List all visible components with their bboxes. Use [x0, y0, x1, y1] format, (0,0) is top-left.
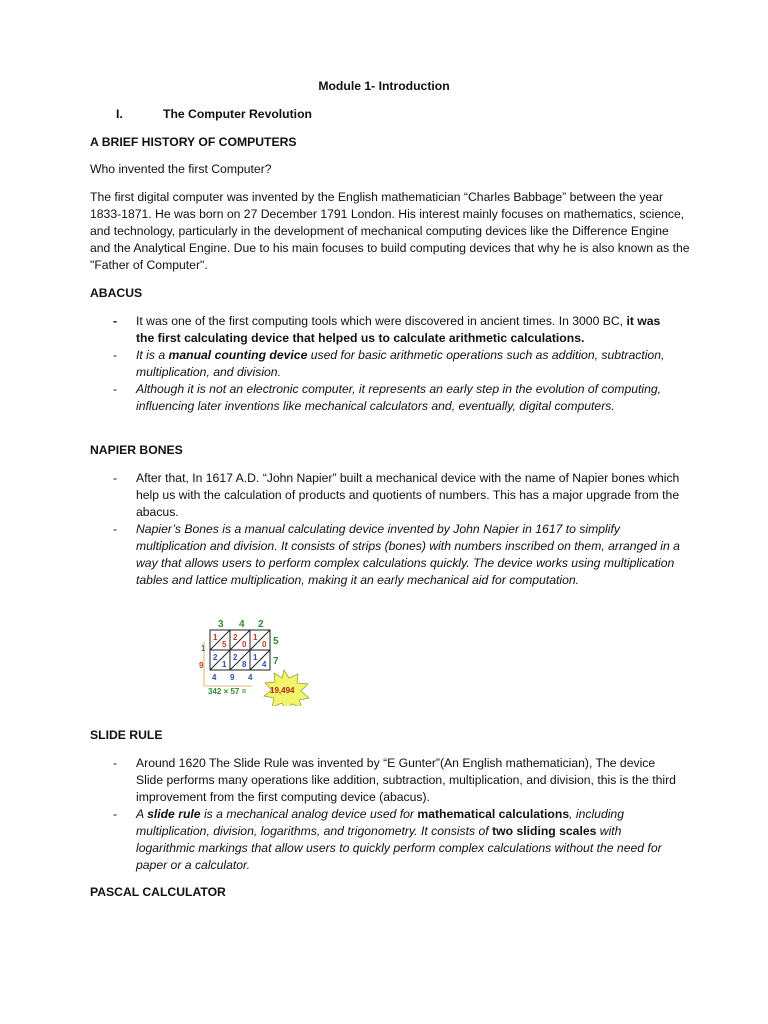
cell-digit: 1: [253, 633, 258, 642]
abacus-list: [0, 313, 768, 415]
slide-b2-bold2: mathematical calculations: [417, 807, 570, 821]
history-heading: A BRIEF HISTORY OF COMPUTERS: [90, 135, 297, 149]
napier-list: [0, 470, 768, 589]
pascal-heading: PASCAL CALCULATOR: [90, 885, 226, 899]
cell-digit: 5: [222, 640, 227, 649]
napier-bones-figure: [186, 616, 314, 706]
module-title: Module 1- Introduction: [318, 79, 450, 93]
intro-paragraph: The first digital computer was invented by the English mathematician “Charles Babbage” between the year 1833-1871. He was born on 27 December 1791 London. His interest mainly focuses on mathematics, science, and technology, particularly in the development of mechanical computing devices like the Difference Engine and the Analytical Engine. Due to his main focuses to build computing devices that why he is also known as the "Father of Computer".: [90, 190, 690, 272]
cell-digit: 1: [213, 633, 218, 642]
abacus-b2-c: used for basic arithmetic operations such as addition, subtraction, multiplication, and division.: [136, 348, 665, 379]
bullet-dash: -: [113, 471, 118, 485]
cell-digit: 2: [233, 633, 238, 642]
abacus-b1-text: It was one of the first computing tools which were discovered in ancient times. In 3000 BC,: [136, 314, 627, 328]
abacus-b1-bold: it was the first calculating device that helped us to calculate arithmetic calculations.: [136, 314, 661, 345]
slide-b2-bold1: slide rule: [147, 807, 201, 821]
list-item: [0, 755, 681, 806]
top-digit: 4: [239, 619, 245, 630]
bullet-dash: -: [113, 314, 118, 328]
top-digit: 3: [218, 619, 224, 630]
equation-text: 342 × 57 =: [208, 687, 247, 696]
abacus-b2-a: It is a: [136, 348, 169, 362]
bullet-dash: -: [113, 807, 118, 821]
bottom-digit: 9: [230, 673, 235, 682]
napier-b1-text: After that, In 1617 A.D. “John Napier” built a mechanical device with the name of Napier bones which help us with the calculation of products and quotients of numbers. This has a major upgrade from the abacus.: [136, 471, 680, 519]
slide-b2-c: is a mechanical analog device used for: [200, 807, 418, 821]
list-item: [0, 347, 681, 381]
question-text: Who invented the first Computer?: [90, 162, 272, 176]
top-digit: 2: [258, 619, 264, 630]
bottom-digit: 4: [248, 673, 253, 682]
list-item: [0, 313, 681, 347]
cell-digit: 1: [222, 660, 227, 669]
list-item: [0, 806, 681, 874]
left-digit: 9: [199, 661, 204, 670]
abacus-b3-text: Although it is not an electronic computer, it represents an early step in the evolution of computing, influencing later inventions like mechanical calculators and, eventually, digital computers.: [136, 382, 662, 413]
list-item: [0, 521, 681, 589]
napier-b2-text: Napier’s Bones is a manual calculating device invented by John Napier in 1617 to simplify multiplication and division. It consists of strips (bones) with numbers inscribed on them, arranged in a way that allows users to perform complex calculations quickly. The device works using multiplication tables and lattice multiplication, making it an early mechanical aid for computation.: [136, 522, 680, 587]
left-digit: 1: [201, 644, 206, 653]
result-text: 19,494: [270, 686, 295, 695]
right-digit: 5: [273, 636, 279, 647]
cell-digit: 2: [233, 653, 238, 662]
bullet-dash: -: [113, 756, 118, 770]
cell-digit: 0: [262, 640, 267, 649]
slide-b2-g: with logarithmic markings that allow users to quickly perform complex calculations without the need for paper or a calculator.: [136, 824, 662, 872]
section-number: I.: [116, 107, 123, 121]
right-digit: 7: [273, 656, 279, 667]
abacus-heading: ABACUS: [90, 286, 143, 300]
bullet-dash: -: [113, 382, 118, 396]
slide-b2-e: , including multiplication, division, logarithms, and trigonometry. It consists of: [136, 807, 624, 838]
bullet-dash: -: [113, 348, 118, 362]
cell-digit: 8: [242, 660, 247, 669]
slide-rule-heading: SLIDE RULE: [90, 728, 163, 742]
section-title: The Computer Revolution: [163, 107, 312, 121]
slide-b1-visible: Around 1620 The Slide Rule was invented by “E Gunter”(An English mathematician), The device Slide performs many operations like addition, subtraction, multiplication, and division, this is the third improvement from the first computing device (abacus).: [136, 756, 676, 804]
bullet-dash: -: [113, 522, 118, 536]
cell-digit: 0: [242, 640, 247, 649]
slide-b2-bold3: two sliding scales: [492, 824, 597, 838]
list-item: [0, 381, 681, 415]
list-item: [0, 470, 681, 521]
napier-heading: NAPIER BONES: [90, 443, 183, 457]
cell-digit: 2: [213, 653, 218, 662]
slide-rule-list: [0, 755, 768, 874]
cell-digit: 1: [253, 653, 258, 662]
bottom-digit: 4: [212, 673, 217, 682]
cell-digit: 4: [262, 660, 267, 669]
slide-b2-a: A: [136, 807, 148, 821]
abacus-b2-bold: manual counting device: [168, 348, 308, 362]
